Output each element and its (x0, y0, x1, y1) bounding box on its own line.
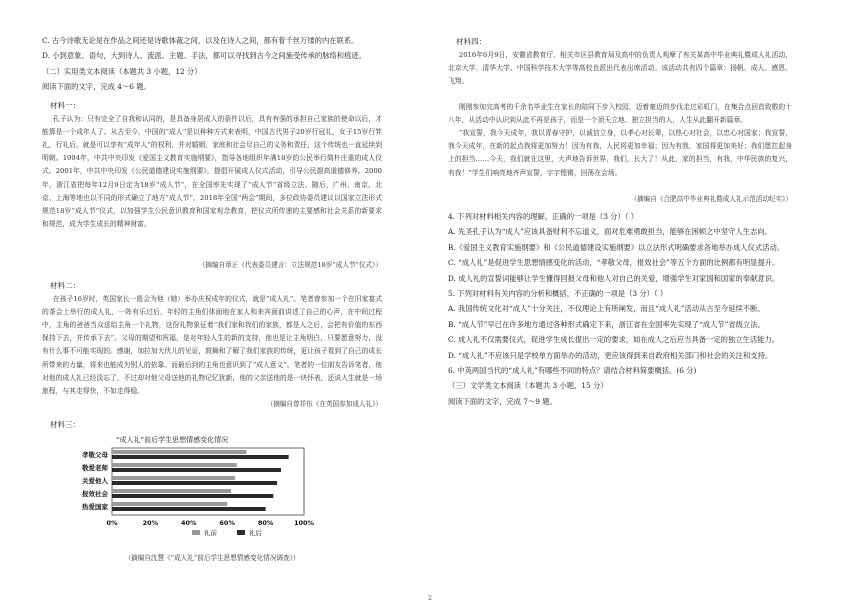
section-heading: （二）实用类文本阅读（本题共 3 小题，12 分） (42, 66, 202, 76)
question-5: 5. 下列对材料有关内容的分析和概括，不正确的一项是（3 分）（ ） (448, 289, 668, 299)
bar-after (112, 481, 277, 485)
x-tick-label: 60% (219, 518, 235, 527)
material-4-text-2: 刚刚参加完高考的千余名毕业生在家长的陪同下步入校园，迈着豪迈的步伐走过彩虹门，在集合点回首致敬的十八年，从活动中认识到从此不再是孩子，而是一个顶天立地、独立担当的人，人生从此翻开新篇章。 (448, 103, 792, 125)
question-4-c: C. “成人礼”是促进学生思想情感变化的活动，“孝敬父母，报效社会”等五个方面的比例都有明显提升。 (448, 258, 780, 268)
bar-after (112, 455, 289, 459)
bar-after (112, 507, 266, 511)
legend-label-after: 礼后 (249, 528, 262, 537)
x-tick-label: 100% (293, 518, 315, 527)
material-2-source: （摘编自曾祥伍《在英国参加成人礼》） (266, 399, 382, 408)
option-d: D. 小到意象、语句，大到诗人、流派、主题、手法，都可以寻找到古今之间施受传承的脉络和痕迹。 (42, 51, 366, 61)
question-5-b: B. “成人节”早已在许多地方通过各种形式确定下来，浙江省在全国率先实现了“成人节”省级立法。 (448, 319, 765, 329)
category-label: 孝敬父母 (82, 450, 108, 459)
material-2-title: 材料二： (50, 280, 81, 290)
category-label: 报效社会 (82, 489, 108, 498)
legend-swatch-before (192, 530, 200, 535)
question-5-a: A. 我国传统文化对“成人”十分关注，不仅理论上有所阐发，而且“成人礼”活动从古至今延续不断。 (448, 304, 765, 314)
x-tick-label: 0% (106, 518, 118, 527)
right-column (448, 0, 792, 590)
category-label: 热爱国家 (82, 502, 108, 511)
survey-chart (42, 434, 382, 548)
category-label: 敬爱老师 (82, 463, 108, 472)
question-5-d: D. “成人礼”不应该只是学校单方面举办的活动，更应该得到来自政府相关部门和社会的关注和支持。 (448, 350, 773, 360)
x-tick-label: 40% (181, 518, 197, 527)
material-3-title: 材料三： (50, 419, 81, 429)
material-4-text-3: “我宣誓，我今天成年，我以青春守护，以诚信立身，以孝心对长辈，以热心对社会，以忠心对国家；我宣誓，我今天成年，在新的起点我将更加努力！因为有我，人民将更加幸福；因为有我，家国将更加美好；我们愿扛起身上的担当……今天，我们就在这里，大声地告诉世界，我们，长大了！从此，家的担当，有我，中华民族的复兴，有我！”学生们响亮地齐声宣誓，字字铿锵，回荡在会场。 (448, 129, 792, 177)
question-4: 4. 下列对材料相关内容的理解，正确的一项是（3 分）（ ） (448, 212, 639, 221)
question-4-a: A. 先圣孔子认为“成人”应该具备财利不忘道义，面对危难勇敢担当，能够在困顿之中坚守人生志向。 (448, 227, 772, 237)
bar-before (112, 476, 235, 480)
x-tick-label: 80% (257, 518, 274, 527)
option-c: C. 古今诗歌无论是在作品之间还是诗歌体裁之间，以及在诗人之间，都有着千丝万缕的内在联系。 (42, 36, 359, 45)
section-3-heading: （三）文学类文本阅读（本题共 3 小题，15 分） (448, 381, 608, 391)
bar-after (112, 494, 273, 498)
page-number: 2 (428, 595, 432, 602)
material-1-text: 孔子认为：只有完全了自我和认同的，是具备身居成人的条件以后，具有有强的承担自己家族的使命以后，才能算是一个成年人了。从古至今，中国的“成人”是以种种方式来表明，中国古代男子20岁行冠礼，女子15岁行笄礼，行礼后，就是可以享有“成年人”的权利，并对婚姻、家庭和社会尽自己的义务和责任，这个传统也一直延续到明朝。1994年，中共中央印发《爱国主义教育实施纲要》，指导各地组织年满18岁的公民举行简朴庄重的成人仪式。2001年，中共中央印发《公民道德建设实施纲要》，提倡开展成人仪式活动，引导公民提高道德修养。2000年，浙江省把每年12月9日定为18岁“成人节”，在全国率先实现了“成人节”省级立法。随后，广州、南京、北京、上海等地也以不同的形式确立了地方“成人节”。2018年全国“两会”期间，多位政协委员建议以国家立法形式规范18岁“成人节”仪式，以加强学生公民意识教育和国家观念教育，把仪式所传递的主要感和社会关系的新要求和规范，成为学生成长的精神财富。 (42, 114, 382, 229)
question-4-d: D. 成人礼的宣誓词能够让学生懂得回报父母和他人对自己的关爱，增强学生对家国和国家的奉献意识。 (448, 273, 780, 283)
material-4-text: 2016年6月9日，安徽省教育厅、相关市区县教育局及高中的负责人观摩了有关某高中毕业典礼暨成人礼活动，北京大学、清华大学、中国科学技术大学等高校也派出代表出席活动。该活动共有四个篇章：扬帆、成人、感恩、飞翔。 (448, 51, 792, 86)
category-label: 关爱他人 (82, 476, 108, 485)
legend-label-before: 礼前 (204, 528, 217, 537)
bar-chart-svg (42, 434, 382, 544)
question-4-b: B.《爱国主义教育实施纲要》和《公民道德建设实施纲要》以立法形式明确要求各地举办成人仪式活动。 (448, 242, 785, 252)
section-3-instruction: 阅读下面的文字，完成 7～9 题。 (448, 396, 557, 406)
x-tick-label: 20% (142, 518, 159, 527)
bar-before (112, 450, 246, 454)
question-5-c: C. 成人礼不仅需要仪式，促进学生成长提出一定的要求，如在成人之后应当具备一定的独立生活能力。 (448, 335, 780, 345)
chart-source: （摘编自沈慧《“成人礼”前后学生思想情感变化情况调查》） (124, 553, 300, 562)
material-2-text: 在孩子16岁时，英国家长一般会为他（她）举办庆祝成年的仪式，就是“成人礼”。笔者曾参加一个在旧家宴式的茶会上举行的成人礼，一阵有乐过后，年轻的主角们体面地在家人和来宾面前讲述了自己的心声，在中间过程中，主角的爸爸当众送给主角一个礼物，这份礼物象征着“我们家和我们的家族，都是人之后，会把有价值的东西保持下去，并传承下去”。父母的期望和祝福，是对年轻人生的新的支持，他也是让主角明白，只要愿意努力，没有什么事不可能实现的。感谢，加拉加大伙儿的见证，鼓舞和了解了我们家族的传统，更让孩子看到了自己的成长所带来的力量，将来也能成为别人的依靠。而最后到的主角也意识到了“成人意义”。笔者的一位朋友告诉笔者，他对他的成人礼已经淡忘了，不过却对他父母送他的礼物记忆犹新，他的父亲送他的是一块怀表，还说人生就是一场旅程，与其走得快，不如走得稳。 (42, 294, 382, 396)
bar-before (112, 489, 231, 493)
material-4-source: （摘编自《合肥高中毕业典礼暨成人礼示范活动纪实》） (630, 195, 792, 203)
bar-after (112, 468, 281, 472)
material-1-source: （摘编自章正《代表委员建言：立法规范18岁“成人节”仪式》） (198, 260, 382, 269)
left-column (42, 0, 382, 590)
bar-before (112, 502, 227, 506)
instruction: 阅读下面的文字，完成 4～6 题。 (42, 82, 151, 92)
material-1-title: 材料一： (50, 100, 81, 110)
legend-swatch-after (237, 530, 245, 535)
material-4-title: 材料四： (456, 37, 487, 46)
question-6: 6. 中英两国当代的“成人礼”有哪些不同的特点？请结合材料简要概括。(6 分) (448, 366, 697, 376)
chart-title: “成人礼”前后学生思想情感变化情况 (115, 435, 229, 444)
bar-before (112, 463, 237, 467)
